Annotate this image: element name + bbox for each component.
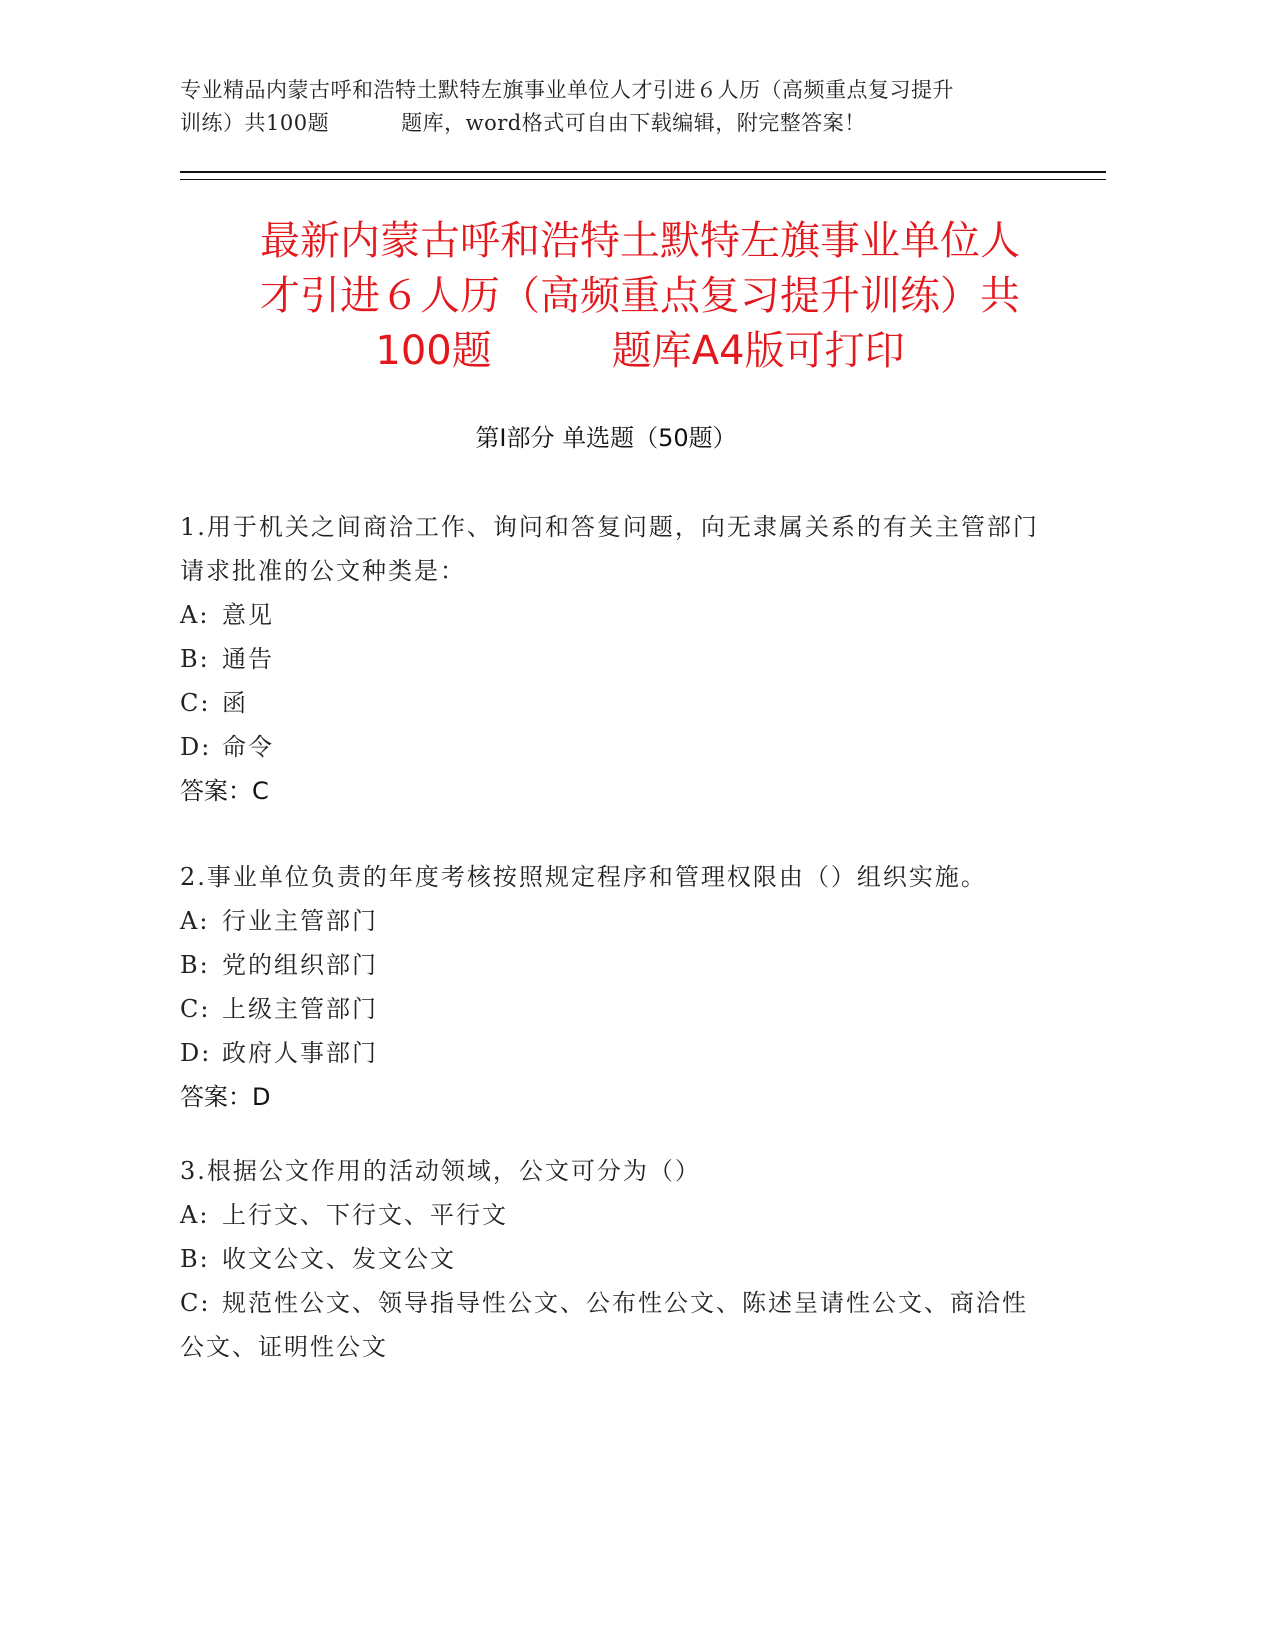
question-1 — [180, 505, 1040, 813]
section-heading: 第Ⅰ部分 单选题（50题） — [475, 424, 737, 452]
title-line-3-part-a: 100题 — [375, 328, 492, 374]
option-text: 意见 — [222, 601, 274, 629]
option-text: 政府人事部门 — [222, 1039, 378, 1067]
option-letter: A: — [180, 1201, 210, 1229]
option-text: 上行文、下行文、平行文 — [222, 1201, 508, 1229]
title-line-3-part-b: 题库A4版可打印 — [611, 328, 905, 374]
option-d — [180, 725, 1040, 769]
option-letter: A: — [180, 907, 210, 935]
option-letter: A: — [180, 601, 210, 629]
title-line-2: 才引进６人历（高频重点复习提升训练）共 — [260, 273, 1020, 319]
answer-line: 答案：C — [180, 777, 269, 805]
title-line-3 — [150, 324, 1130, 379]
option-text: 通告 — [222, 645, 274, 673]
question-stem: 1.用于机关之间商洽工作、询问和答复问题，向无隶属关系的有关主管部门请求批准的公文种类是： — [180, 513, 1039, 585]
option-letter: C: — [180, 995, 211, 1023]
question-3 — [180, 1149, 1040, 1369]
option-text: 行业主管部门 — [222, 907, 378, 935]
option-letter: B: — [180, 1245, 210, 1273]
option-a — [180, 1193, 1040, 1237]
question-2 — [180, 855, 1040, 1119]
option-letter: B: — [180, 951, 210, 979]
answer-line: 答案：D — [180, 1083, 271, 1111]
option-c — [180, 1281, 1040, 1369]
header-line-2-part-b: 题库，word格式可自由下载编辑，附完整答案！ — [401, 111, 866, 135]
option-b — [180, 943, 1040, 987]
option-letter: B: — [180, 645, 210, 673]
document-header — [180, 74, 1070, 140]
option-b — [180, 1237, 1040, 1281]
option-d — [180, 1031, 1040, 1075]
title-line-1: 最新内蒙古呼和浩特土默特左旗事业单位人 — [260, 218, 1020, 264]
option-letter: D: — [180, 733, 212, 761]
question-stem: 2.事业单位负责的年度考核按照规定程序和管理权限由（）组织实施。 — [180, 863, 987, 891]
option-text: 党的组织部门 — [222, 951, 378, 979]
option-text: 函 — [222, 689, 248, 717]
header-divider-thin — [180, 179, 1106, 180]
option-text: 规范性公文、领导指导性公文、公布性公文、陈述呈请性公文、商洽性公文、证明性公文 — [180, 1289, 1028, 1361]
option-text: 命令 — [222, 733, 274, 761]
option-letter: C: — [180, 1289, 211, 1317]
option-text: 上级主管部门 — [222, 995, 378, 1023]
option-b — [180, 637, 1040, 681]
header-line-2-part-a: 训练）共100题 — [180, 111, 330, 135]
header-divider-thick — [180, 171, 1106, 173]
header-line-1: 专业精品内蒙古呼和浩特土默特左旗事业单位人才引进６人历（高频重点复习提升 — [180, 78, 954, 102]
option-a — [180, 899, 1040, 943]
option-c — [180, 681, 1040, 725]
option-letter: C: — [180, 689, 211, 717]
option-letter: D: — [180, 1039, 212, 1067]
document-title — [150, 214, 1130, 379]
header-line-2 — [180, 107, 1070, 140]
option-text: 收文公文、发文公文 — [222, 1245, 456, 1273]
question-stem: 3.根据公文作用的活动领域，公文可分为（） — [180, 1157, 701, 1185]
option-c — [180, 987, 1040, 1031]
option-a — [180, 593, 1040, 637]
question-list — [180, 505, 1040, 1369]
